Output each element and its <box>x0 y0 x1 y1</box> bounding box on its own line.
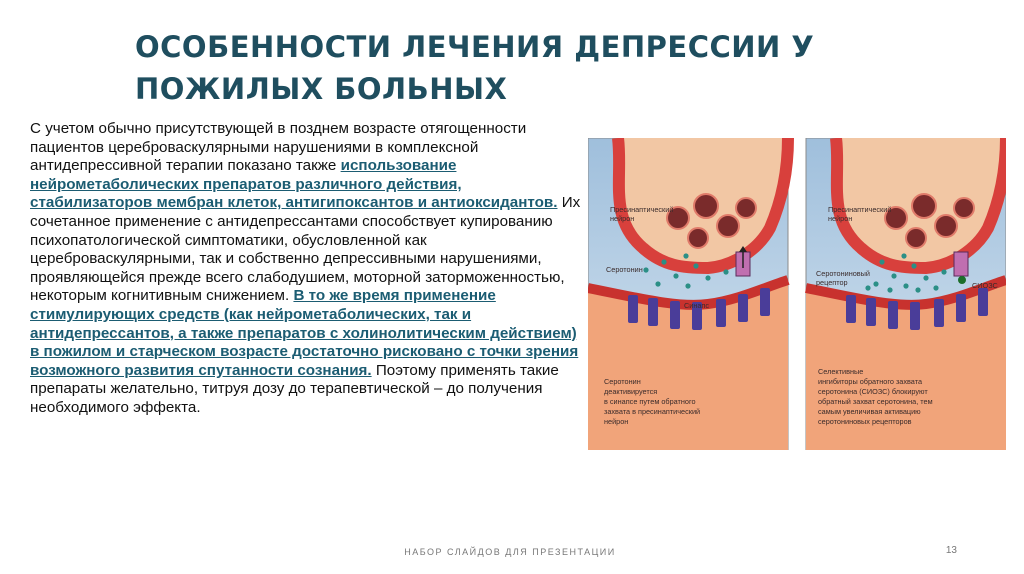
panel-ssri <box>806 138 1006 450</box>
label-presynaptic-neuron-left-1: Пресинаптический <box>610 205 674 214</box>
body-text-part-3: Поэтому применять такие препараты желательно, титруя дозу до терапевтической – до получения необходимого эффекта. <box>30 361 559 416</box>
title-line-2: ПОЖИЛЫХ БОЛЬНЫХ <box>135 72 508 106</box>
page-number: 13 <box>945 545 957 556</box>
caption-left-line-5: нейрон <box>604 417 629 426</box>
body-text-part-1: С учетом обычно присутствующей в позднем возрасте отягощенности пациентов цереброваскулярными нарушениями в комплексной антидепрессивной терапии показано также <box>30 120 527 175</box>
body-text-part-2: Их сочетанное применение с антидепрессантами способствует купированию психопатологической симптоматики, обусловленной как цереброваскулярными, так и собственно депрессивными нарушениями, проявляющейся прежде всего слабодушием, моторной заторможенностью, некоторым когнитивным снижением. <box>30 194 581 305</box>
label-presynaptic-neuron-right-2: нейрон <box>828 214 853 223</box>
label-ssri: СИОЗС <box>972 281 998 290</box>
label-serotonin: Серотонин <box>606 265 643 274</box>
highlight-link-1[interactable]: использование нейрометаболических препаратов различного действия, стабилизаторов мембран клеток, антигипоксантов и антиоксидантов. <box>30 157 558 212</box>
label-presynaptic-neuron-left-2: нейрон <box>610 214 635 223</box>
body-paragraph <box>30 120 586 418</box>
caption-left-line-2: деактивируется <box>604 387 658 396</box>
caption-right-line-3: серотонина (СИОЗС) блокируют <box>818 387 928 396</box>
highlight-link-2[interactable]: В то же время применение стимулирующих средств (как нейрометаболических, так и антидепрессантов, а также препаратов с холинолитическим действием) в пожилом и старческом возрасте достаточно рисковано с точки зрения возможного развития спутанности сознания. <box>30 287 579 379</box>
caption-left-line-3: в синапсе путем обратного <box>604 397 696 406</box>
caption-right-line-2: ингибиторы обратного захвата <box>818 377 923 386</box>
label-presynaptic-neuron-right-1: Пресинаптический <box>828 205 892 214</box>
caption-right-line-5: самым увеличивая активацию <box>818 407 921 416</box>
caption-right-line-1: Селективные <box>818 367 864 376</box>
panel-reuptake <box>588 138 788 450</box>
transporter-right <box>954 252 968 276</box>
slide-title <box>135 26 895 110</box>
label-serotonin-receptor-2: рецептор <box>816 278 848 287</box>
title-line-1: ОСОБЕННОСТИ ЛЕЧЕНИЯ ДЕПРЕССИИ У <box>135 30 815 64</box>
caption-right-line-6: серотониновых рецепторов <box>818 417 912 426</box>
ssri-molecule <box>958 276 966 284</box>
caption-right-line-4: обратный захват серотонина, тем <box>818 397 933 406</box>
synapse-illustration <box>588 138 1006 450</box>
caption-left-line-1: Серотонин <box>604 377 641 386</box>
caption-left-line-4: захвата в пресинаптический <box>604 407 701 416</box>
label-synapse: Синапс <box>684 301 710 310</box>
slide-footer: НАБОР СЛАЙДОВ ДЛЯ ПРЕЗЕНТАЦИИ <box>404 547 616 557</box>
label-serotonin-receptor-1: Серотониновый <box>816 269 870 278</box>
